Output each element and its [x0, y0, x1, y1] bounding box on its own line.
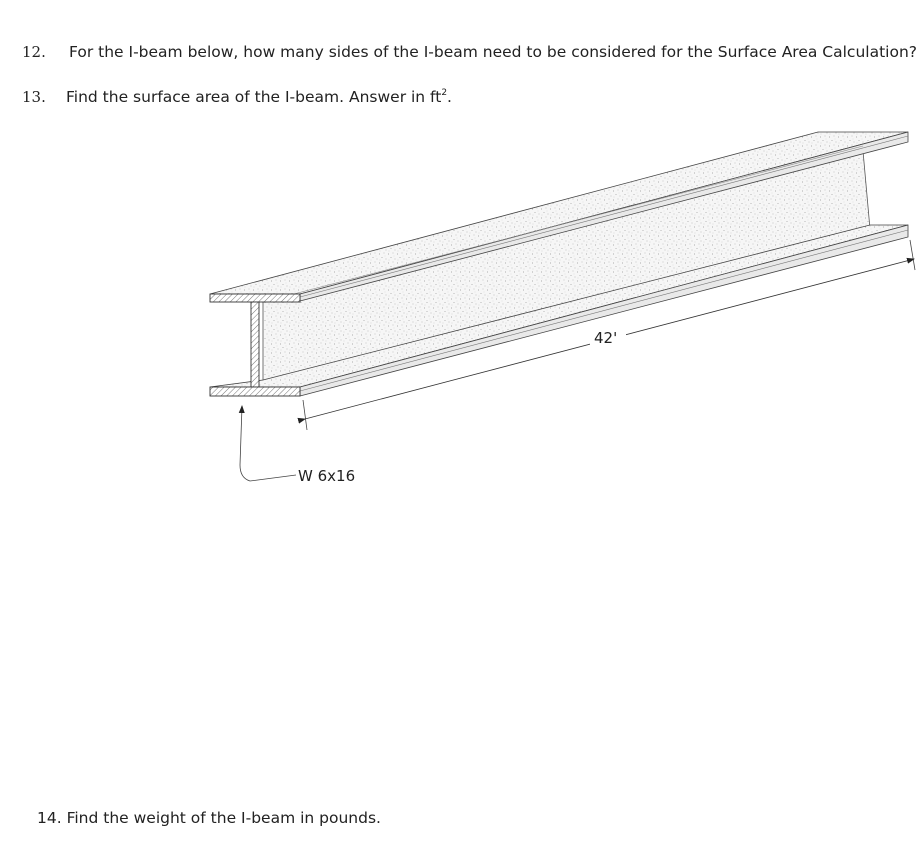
- question-13-number: 13.: [22, 88, 46, 106]
- question-14-text: 14. Find the weight of the I-beam in pounds.: [37, 809, 381, 827]
- question-13-period: .: [447, 88, 452, 106]
- question-12-text: For the I-beam below, how many sides of the I-beam need to be considered for the Surface Area Calculation?: [69, 43, 917, 61]
- section-leader-line: [240, 406, 296, 481]
- section-label: W 6x16: [298, 467, 356, 485]
- length-extension-line-start: [303, 400, 307, 430]
- question-12-number: 12.: [22, 43, 46, 61]
- length-dimension-label: 42': [594, 329, 618, 347]
- length-extension-line-end: [910, 240, 915, 270]
- question-13-text-main: Find the surface area of the I-beam. Answer in ft: [66, 88, 442, 106]
- question-13-superscript: 2: [441, 88, 448, 98]
